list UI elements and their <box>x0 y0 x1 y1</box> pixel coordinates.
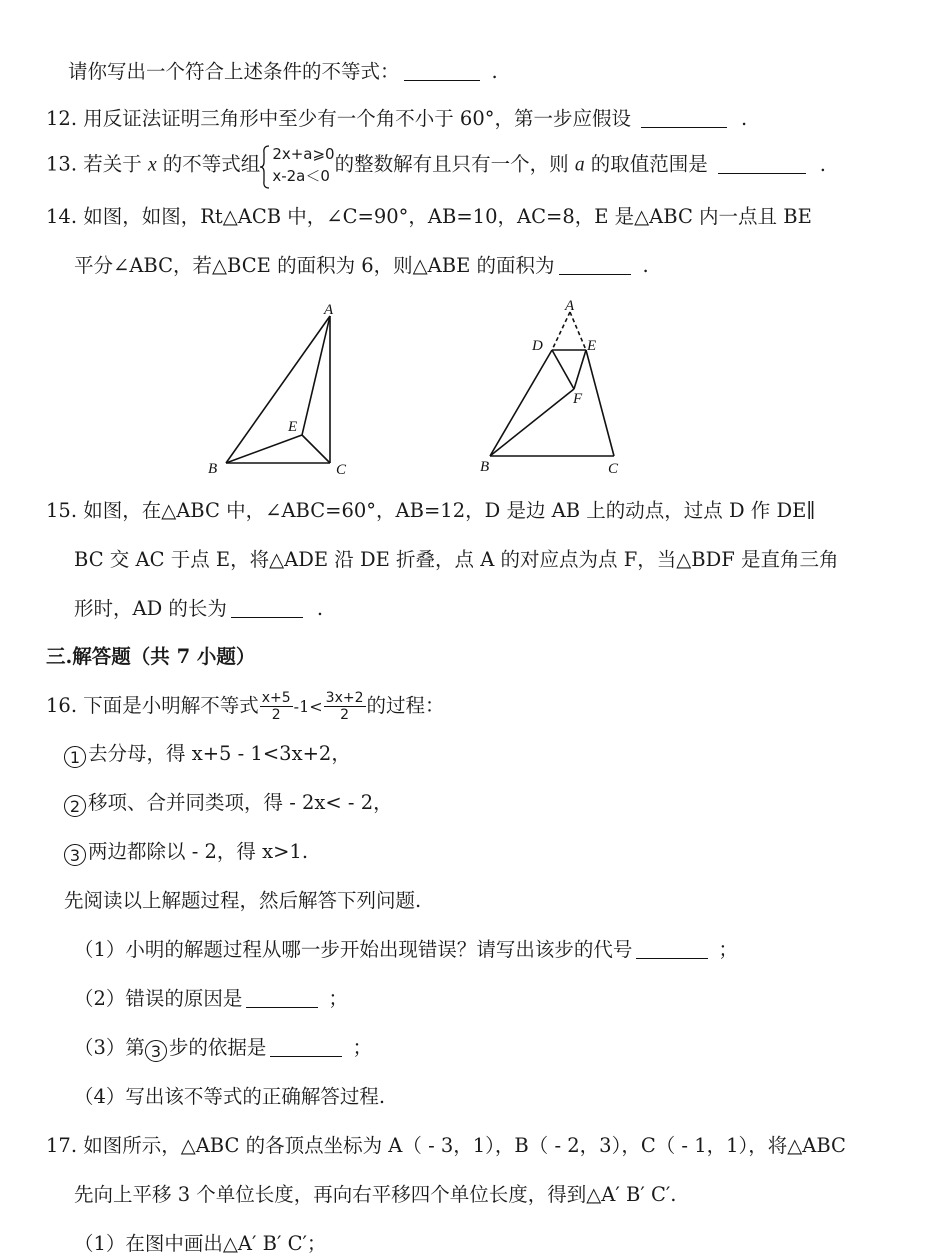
q16-sub3-text-a: （3）第 <box>74 1036 145 1059</box>
q12-number: 12. <box>46 107 78 130</box>
q15-line3 <box>74 599 323 619</box>
q15-text-line2: BC 交 AC 于点 E，将△ADE 沿 DE 折叠，点 A 的对应点为点 F，当△BDF 是直角三角 <box>74 548 839 571</box>
label-E: E <box>587 338 597 354</box>
q16-sub3-line <box>74 1038 372 1062</box>
q16-sub1-end: ； <box>718 938 738 961</box>
q14-number: 14. <box>46 205 78 228</box>
circled-number-2: 2 <box>64 795 86 817</box>
segment-DF <box>552 350 574 389</box>
q16-sub4: （4）写出该不等式的正确解答过程. <box>74 1085 386 1108</box>
figure-q14-triangle <box>200 300 360 480</box>
q17-line2: 先向上平移 3 个单位长度，再向右平移四个单位长度，得到△A′ B′ C′. <box>74 1183 677 1206</box>
q12-line <box>46 109 747 129</box>
watermark <box>36 50 51 71</box>
q17-text-line1: 如图所示，△ABC 的各顶点坐标为 A（ - 3，1），B（ - 2，3），C（ - 1，1），将△ABC <box>83 1134 846 1157</box>
q16-sub1-line <box>74 940 738 960</box>
q17-line1 <box>46 1136 846 1156</box>
circled-number-3: 3 <box>64 844 86 866</box>
q13-post2: 的取值范围是 <box>590 152 708 176</box>
q16-fraction-2 <box>324 690 366 723</box>
q13-number: 13. <box>46 152 78 176</box>
q11-period: . <box>491 60 498 83</box>
q16-step-3 <box>64 842 308 866</box>
q11-answer-blank[interactable] <box>404 62 480 81</box>
figure-q15-fold <box>470 294 640 480</box>
q16-intro: 先阅读以上解题过程，然后解答下列问题. <box>64 889 422 912</box>
q15-line2 <box>74 550 838 570</box>
q13-mid: 的不等式组 <box>162 152 261 176</box>
q14-text-line1: 如图，如图，Rt△ACB 中，∠C=90°，AB=10，AC=8，E 是△ABC 内一点且 BE <box>83 205 812 228</box>
q16-step1-text: 去分母，得 x+5 - 1<3x+2， <box>88 742 351 765</box>
q16-step3-text: 两边都除以 - 2，得 x>1. <box>88 840 309 863</box>
q14-answer-blank[interactable] <box>559 256 631 275</box>
q11-tail-text: 请你写出一个符合上述条件的不等式： <box>68 60 400 83</box>
q14-line1 <box>46 207 812 227</box>
q12-answer-blank[interactable] <box>641 109 727 128</box>
q12-period: . <box>740 107 748 130</box>
label-B: B <box>208 461 218 477</box>
q15-text-line3: 形时，AD 的长为 <box>74 597 227 620</box>
q15-line1 <box>46 501 815 521</box>
circled-number-3: 3 <box>145 1040 167 1062</box>
segment-AD-dashed <box>552 312 570 350</box>
q13-period: . <box>819 152 826 176</box>
segment-BF <box>490 389 574 456</box>
q16-step-1 <box>64 744 351 768</box>
q13-pre: 若关于 <box>83 152 142 176</box>
q16-step2-text: 移项、合并同类项，得 - 2x< - 2， <box>88 791 393 814</box>
q16-minus-one: -1< <box>293 697 323 716</box>
label-C: C <box>336 462 347 478</box>
q16-sub2-text: （2）错误的原因是 <box>74 987 243 1010</box>
segment-EC <box>302 435 330 463</box>
q13-post: 的整数解有且只有一个，则 <box>334 152 569 176</box>
q17-sub1: （1）在图中画出△A′ B′ C′； <box>74 1232 327 1255</box>
q16-frac1-numerator: x+5 <box>261 690 291 706</box>
q16-frac2-denominator: 2 <box>340 707 350 723</box>
q13-answer-blank[interactable] <box>718 155 806 174</box>
q16-sub1-blank[interactable] <box>636 940 708 959</box>
section-title: 三.解答题（共 7 小题） <box>46 645 256 668</box>
q11-tail-line <box>68 62 498 82</box>
q16-sub3-blank[interactable] <box>270 1038 342 1057</box>
q16-number: 16. <box>46 694 78 717</box>
q13-line <box>46 143 826 187</box>
label-A: A <box>324 302 334 318</box>
q12-text: 用反证法证明三角形中至少有一个角不小于 60°，第一步应假设 <box>83 107 631 130</box>
label-D: D <box>532 338 543 354</box>
q13-var-a: a <box>574 154 585 176</box>
q13-inequality-system <box>260 143 334 187</box>
q16-post: 的过程： <box>366 694 445 717</box>
q14-period: . <box>642 254 649 277</box>
q16-sub3-end: ； <box>352 1036 372 1059</box>
q13-var-x: x <box>147 154 157 176</box>
q14-line2 <box>74 256 649 276</box>
q13-system-row2: x-2a＜0 <box>272 167 330 185</box>
segment-BA <box>226 316 330 463</box>
q16-sub3-text-b: 步的依据是 <box>168 1036 267 1059</box>
q15-period: . <box>316 597 324 620</box>
q16-line <box>46 690 445 723</box>
brace-icon <box>260 145 270 195</box>
segment-EC <box>586 350 614 456</box>
q13-system-row1: 2x+a⩾0 <box>272 145 335 163</box>
q16-sub2-blank[interactable] <box>246 989 318 1008</box>
q16-pre: 下面是小明解不等式 <box>83 694 259 717</box>
segment-EF <box>574 350 586 389</box>
q16-frac2-numerator: 3x+2 <box>325 690 364 706</box>
label-E: E <box>288 419 298 435</box>
label-A: A <box>565 298 575 314</box>
segment-AE-dashed <box>570 312 586 350</box>
segment-EA <box>302 316 330 435</box>
q16-frac1-denominator: 2 <box>271 707 281 723</box>
q14-text-line2: 平分∠ABC，若△BCE 的面积为 6，则△ABE 的面积为 <box>74 254 555 277</box>
label-B: B <box>480 459 490 475</box>
q16-step-2 <box>64 793 393 817</box>
q15-answer-blank[interactable] <box>231 599 303 618</box>
q16-sub2-end: ； <box>328 987 348 1010</box>
circled-number-1: 1 <box>64 746 86 768</box>
q15-number: 15. <box>46 499 78 522</box>
segment-DB <box>490 350 552 456</box>
q16-fraction-1 <box>260 690 293 723</box>
label-F: F <box>573 391 583 407</box>
q16-sub1-text: （1）小明的解题过程从哪一步开始出现错误？请写出该步的代号 <box>74 938 633 961</box>
segment-BE <box>226 435 302 463</box>
q15-text-line1: 如图，在△ABC 中，∠ABC=60°，AB=12，D 是边 AB 上的动点，过点 D 作 DE∥ <box>83 499 816 522</box>
label-C: C <box>608 461 619 477</box>
q16-sub2-line <box>74 989 348 1009</box>
q17-number: 17. <box>46 1134 78 1157</box>
